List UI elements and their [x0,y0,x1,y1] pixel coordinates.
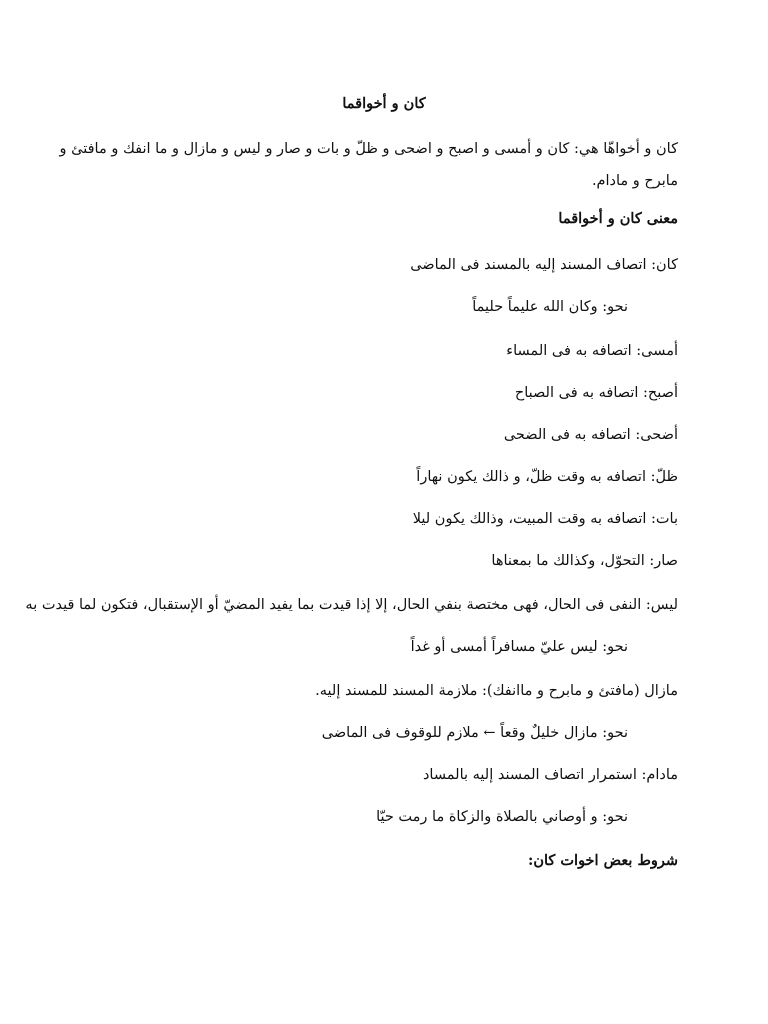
mazala-definition: مازال (مافتئ و مابرح و ماانفك): ملازمة المسند للمسند إليه. [315,683,678,699]
conditions-heading: شروط بعض اخوات كان: [528,852,678,869]
adha-definition: أضحى: اتصافه به فى الضحى [503,427,678,443]
asbaha-definition: أصبح: اتصافه به فى الصباح [514,385,678,401]
amsa-definition: أمسى: اتصافه به فى المساء [506,343,678,359]
page-title: كان و أخواقما [342,95,426,112]
sara-definition: صار: التحوّل، وكذالك ما بمعناها [491,553,678,569]
kana-example: نحو: وكان الله عليماً حليماً [472,299,628,315]
mazala-example: نحو: مازال خليلٌ وقعاً ← ملازم للوقوف فى الماضى [321,725,628,741]
intro-line-1: كان و أخواهّا هي: كان و أمسى و اصبح و اضحى و ظلّ و بات و صار و ليس و مازال و ما انفك و مافتئ و [59,141,678,157]
madama-example: نحو: و أوصاني بالصلاة والزكاة ما رمت حيّا [376,809,628,825]
intro-line-2: مابرح و مادام. [591,173,678,189]
bata-definition: بات: اتصافه به وقت المبيت، وذالك يكون ليلا [412,511,678,527]
zalla-definition: ظلّ: اتصافه به وقت ظلّ، و ذالك يكون نهاراً [416,469,678,485]
laysa-example: نحو: ليس عليّ مسافراً أمسى أو غداً [410,639,628,655]
laysa-definition: ليس: النفى فى الحال، فهى مختصة بنفي الحال، إلا إذا قيدت بما يفيد المضيّ أو الإستقبال، فتكون لما قيدت به [25,597,678,613]
madama-definition: مادام: استمرار اتصاف المسند إليه بالمساد [422,767,678,783]
meaning-heading: معنى كان و أخواقما [558,210,678,227]
kana-definition: كان: اتصاف المسند إليه بالمسند فى الماضى [410,257,678,273]
